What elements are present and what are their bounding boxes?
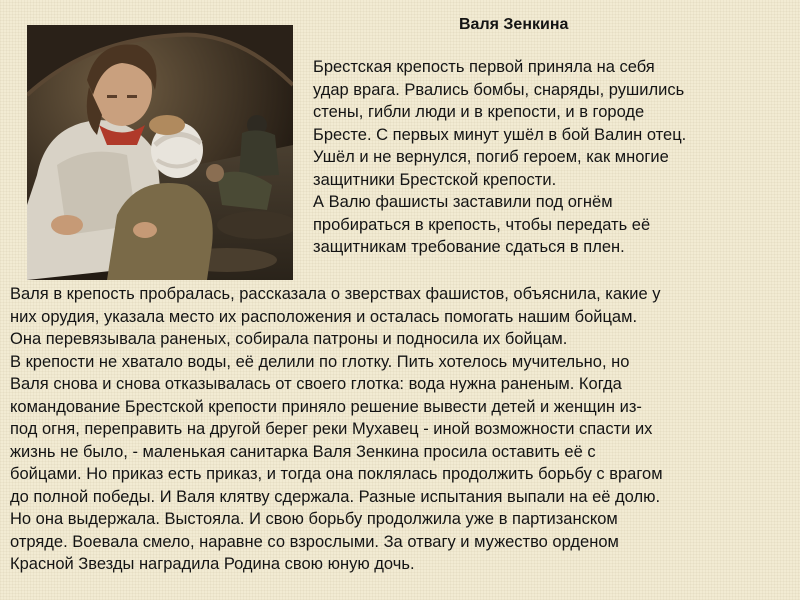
painting-image: [27, 25, 293, 280]
intro-paragraph: Брестская крепость первой приняла на себя удар врага. Рвались бомбы, снаряды, рушились стены, гибли люди и в крепости, и в городе Бресте. С первых минут ушёл в бой Валин отец. Ушёл и не вернулся, погиб героем, как многие защитники Брестской крепости. А Валю фашисты заставили под огнём пробираться в крепость, чтобы передать её защитникам требование сдаться в плен.: [313, 58, 687, 256]
war-painting-illustration: [27, 25, 293, 280]
heading-name: Валя Зенкина: [459, 16, 569, 33]
main-text: Валя в крепость пробралась, рассказала о зверствах фашистов, объяснила, какие у них орудия, указала место их расположения и осталась помогать нашим бойцам. Она перевязывала раненых, собирала патроны и подносила их бойцам. В крепости не хватало воды, её делили по глотку. Пить хотелось мучительно, но Валя снова и снова отказывалась от своего глотка: вода нужна раненым. Когда командование Брестской крепости приняло решение вывести детей и женщин из- под огня, переправить на другой берег реки Мухавец - иной возможности спасти их жизнь не было, - маленькая санитарка Валя Зенкина просила оставить её с бойцами. Но приказ есть приказ, и тогда она поклялась продолжить борьбу с врагом до полной победы. И Валя клятву сдержала. Разные испытания выпали на её долю. Но она выдержала. Выстояла. И свою борьбу продолжила уже в партизанском отряде. Воевала смело, наравне со взрослыми. За отвагу и мужество орденом Красной Звезды наградила Родина свою юную дочь.: [10, 285, 663, 573]
